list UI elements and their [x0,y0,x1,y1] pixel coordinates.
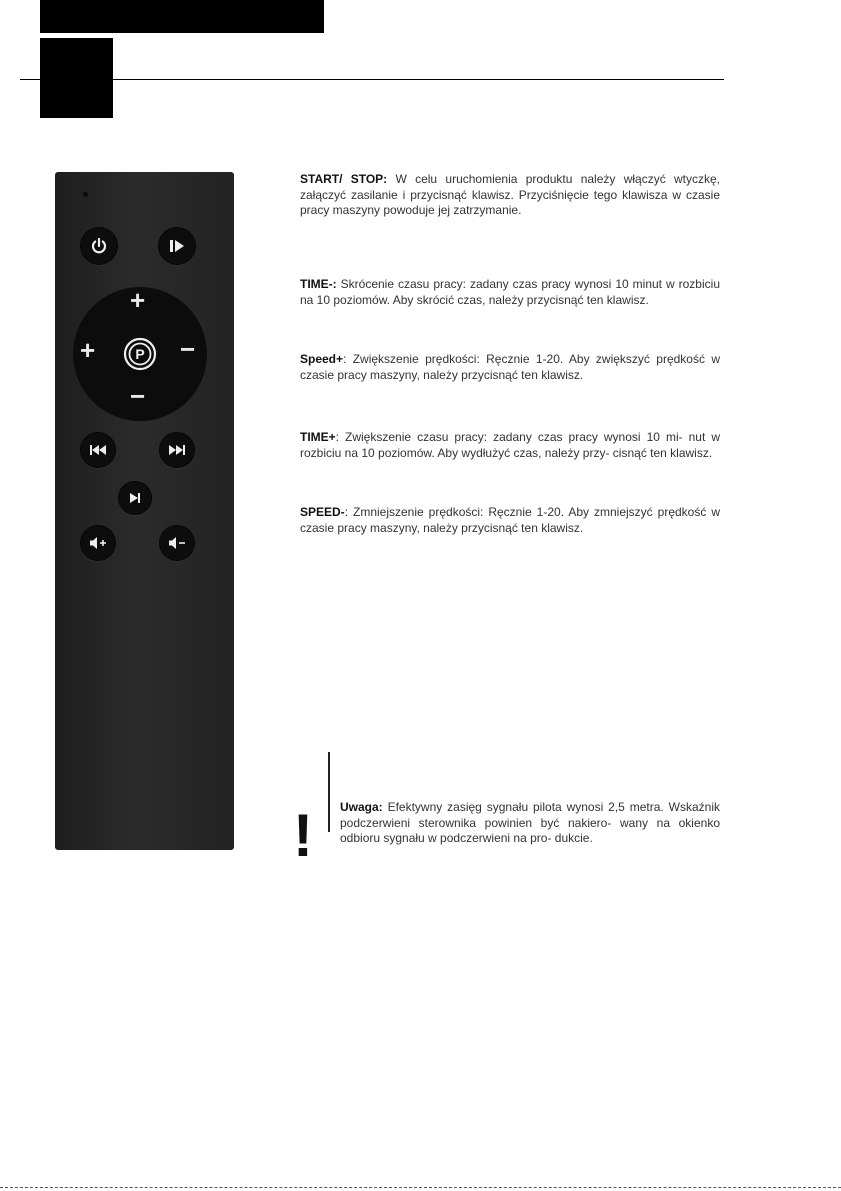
header-black-bar [40,0,324,33]
instruction-label: START/ STOP: [300,172,388,186]
instruction-text: : Zwiększenie prędkości: Ręcznie 1-20. Aby zwiększyć prędkość w czasie pracy maszyny, należy przycisnąć ten klawisz. [300,352,720,382]
instruction-label: TIME+ [300,430,336,444]
play-pause-button [158,227,196,265]
instruction-label: SPEED- [300,505,345,519]
instruction-speed-plus [300,352,720,383]
play-pause-icon [168,238,186,254]
page-bottom-rule [0,1187,841,1188]
dpad-left-plus: + [80,335,96,365]
header-rule [20,79,724,80]
page-tab [40,38,113,118]
volume-up-icon [89,536,107,550]
instruction-label: Speed+ [300,352,344,366]
volume-down-icon [168,536,186,550]
instruction-time-minus [300,277,720,308]
fast-forward-button [159,432,195,468]
volume-down-button [159,525,195,561]
warning-note [340,800,720,847]
instruction-text: : Zwiększenie czasu pracy: zadany czas pracy wynosi 10 mi- nut w rozbiciu na 10 poziomów. Aby wydłużyć czas, należy przy- cisnąć ten klawisz. [300,430,720,460]
program-button [118,332,162,376]
instruction-speed-minus [300,505,720,536]
remote-control [55,172,234,850]
warning-label: Uwaga: [340,800,383,814]
warning-text: Efektywny zasięg sygnału pilota wynosi 2,5 metra. Wskaźnik podczerwieni sterownika powinien być nakiero- wany na okienko odbioru sygnału w podczerwieni na pro- dukcie. [340,800,720,845]
volume-up-button [80,525,116,561]
warning-rule [328,752,330,832]
rewind-icon [89,444,107,456]
dpad-ring [73,287,207,421]
play-next-icon [128,492,142,504]
play-next-button [118,481,152,515]
instruction-start-stop [300,172,720,219]
fast-forward-icon [168,444,186,456]
dpad-top-plus: + [130,285,146,315]
instruction-time-plus [300,430,720,461]
instruction-label: TIME-: [300,277,337,291]
warning-exclamation-icon: ! [293,802,313,869]
instruction-text: Skrócenie czasu pracy: zadany czas pracy wynosi 10 minut w rozbiciu na 10 poziomów. Aby skrócić czas, należy przycisnąć ten klawisz. [300,277,720,307]
power-button [80,227,118,265]
dpad-right-minus: − [180,334,196,364]
power-icon [90,237,108,255]
ir-indicator [83,192,88,197]
instruction-text: : Zmniejszenie prędkości: Ręcznie 1-20. Aby zmniejszyć prędkość w czasie pracy maszyny, należy przycisnąć ten klawisz. [300,505,720,535]
instruction-text: W celu uruchomienia produktu należy włączyć wtyczkę, załączyć zasilanie i przycisnąć klawisz. Przyciśnięcie tego klawisza w czasie pracy maszyny powoduje jej zatrzymanie. [300,172,720,217]
program-letter: P [135,346,145,362]
dpad-bottom-minus: − [130,381,146,411]
rewind-button [80,432,116,468]
